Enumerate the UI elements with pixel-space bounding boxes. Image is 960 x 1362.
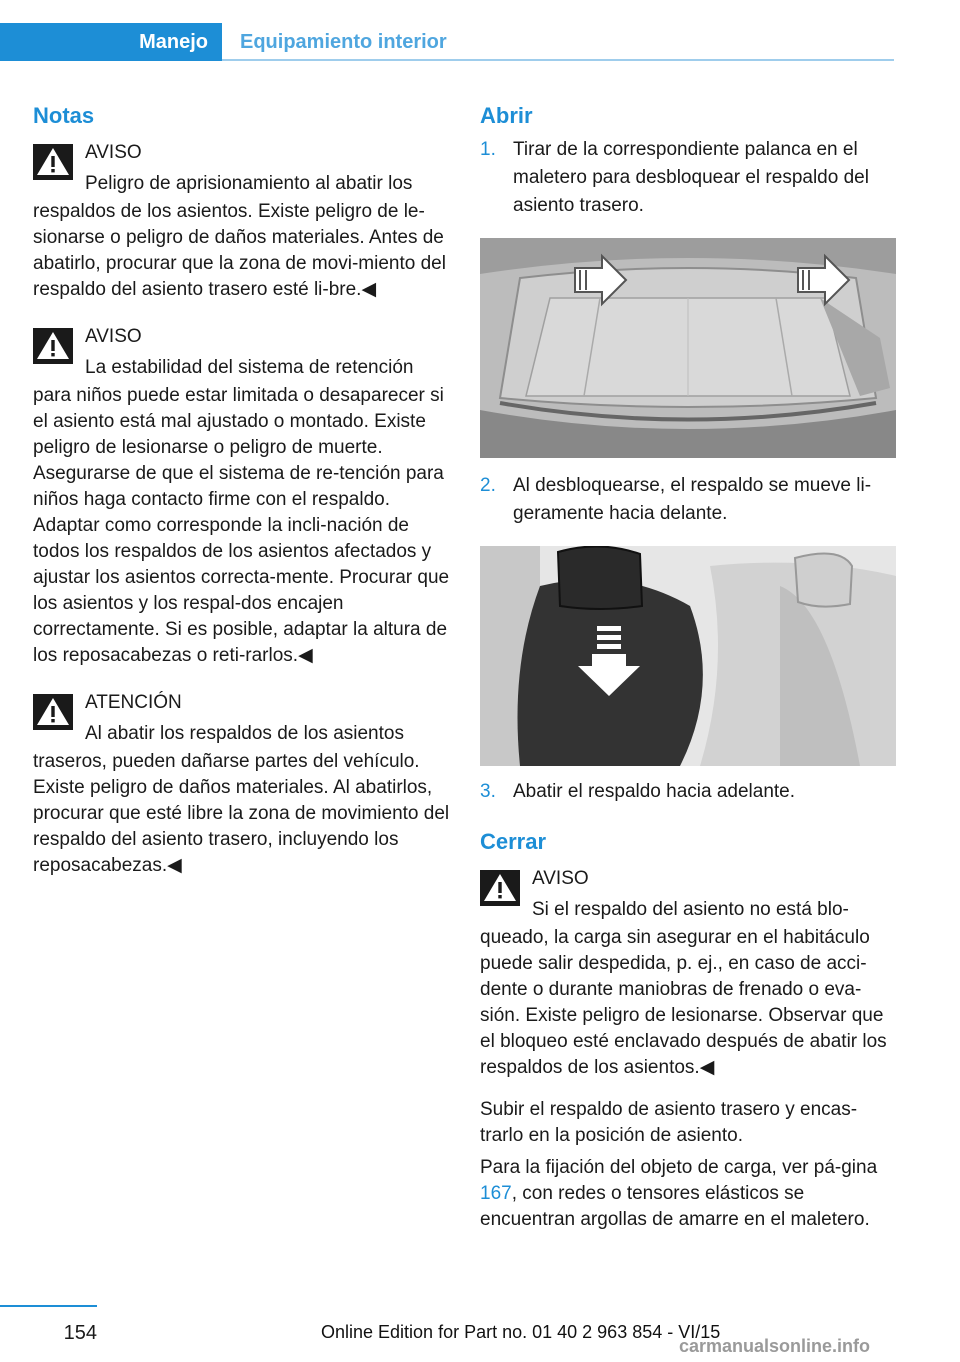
step-text: Tirar de la correspondiente palanca en el maletero para desbloquear el respaldo del asiento trasero. — [513, 139, 869, 216]
watermark: carmanualsonline.info — [679, 1336, 871, 1356]
step-item — [480, 778, 896, 806]
warning-triangle-icon — [480, 870, 520, 906]
warning-title: ATENCIÓN — [85, 692, 182, 713]
section-heading-notas: Notas — [33, 103, 95, 128]
trunk-release-figure — [480, 238, 896, 458]
section-heading-cerrar: Cerrar — [480, 829, 547, 854]
section-heading-abrir: Abrir — [480, 103, 533, 128]
warning-text: traseros, pueden dañarse partes del vehículo. Existe peligro de daños materiales. Al abatirlos, procurar que esté libre la zona de movimiento del respaldo del asiento trasero, incluyendo los reposacabezas.◀ — [33, 751, 450, 876]
warning-text: queado, la carga sin asegurar en el habitáculo puede salir despedida, p. ej., en caso de acci-dente o durante maniobras de frenado o eva-sión. Existe peligro de lesionarse. Observar que el bloqueo esté enclavado después de abatir los respaldos de los asientos.◀ — [480, 927, 887, 1078]
right-column — [480, 100, 896, 1233]
warning-triangle-icon — [33, 144, 73, 180]
warning-lead: Al abatir los respaldos de los asientos — [85, 723, 404, 744]
warning-text: respaldos de los asientos. Existe peligro de le-sionarse o peligro de daños materiales. Antes de abatirlo, procurar que la zona de movi-miento del respaldo del asiento trasero esté li-bre.◀ — [33, 201, 446, 300]
warning-lead: Peligro de aprisionamiento al abatir los — [85, 173, 413, 194]
header-divider — [222, 59, 894, 61]
paragraph-subir-respaldo: Subir el respaldo de asiento trasero y encas-trarlo en la posición de asiento. — [480, 1099, 858, 1146]
warning-lead: La estabilidad del sistema de retención — [85, 357, 414, 378]
footer-rule — [0, 1305, 97, 1307]
tab-equipamiento-interior[interactable]: Equipamiento interior — [240, 31, 447, 53]
page-number: 154 — [63, 1322, 97, 1344]
paragraph-text: , con redes o tensores elásticos se encuentran argollas de amarre en el maletero. — [480, 1183, 870, 1230]
seat-illustration — [480, 546, 896, 766]
step-number: 1. — [480, 139, 496, 160]
step-number: 2. — [480, 475, 496, 496]
left-column — [33, 100, 453, 879]
paragraph-fijacion-carga — [480, 1155, 896, 1233]
step-item — [480, 136, 896, 220]
warning-text: para niños puede estar limitada o desaparecer si el asiento está mal ajustado o montado. Existe peligro de lesionarse o peligro de muerte. Asegurarse de que el sistema de re-tención para niños haga contacto firme con el respaldo. Adaptar como corresponde la incli-nación de todos los respaldos de los asientos afectados y ajustar los asientos correcta-mente. Procurar que los asientos y los respal-dos encajen correctamente. Si es posible, adaptar la altura de los reposacabezas o reti-rarlos.◀ — [33, 385, 450, 666]
warning-title: AVISO — [85, 326, 142, 347]
trunk-illustration — [480, 238, 896, 458]
warning-lead: Si el respaldo del asiento no está blo- — [532, 899, 849, 920]
warning-triangle-icon — [33, 328, 73, 364]
edition-info: Online Edition for Part no. 01 40 2 963 854 - VI/15 — [321, 1322, 721, 1342]
warning-block — [480, 864, 896, 1081]
steps-list — [480, 136, 896, 220]
steps-list — [480, 472, 896, 528]
steps-list — [480, 778, 896, 806]
tab-manejo[interactable]: Manejo — [0, 23, 222, 61]
step-text: Al desbloquearse, el respaldo se mueve li-geramente hacia delante. — [513, 475, 872, 524]
warning-title: AVISO — [532, 868, 589, 889]
warning-block — [33, 688, 453, 879]
warning-block — [33, 322, 453, 669]
page-header — [0, 0, 960, 62]
warning-block — [33, 138, 453, 303]
paragraph-text: Para la fijación del objeto de carga, ver pá-gina — [480, 1157, 878, 1178]
warning-title: AVISO — [85, 142, 142, 163]
step-text: Abatir el respaldo hacia adelante. — [513, 781, 796, 802]
page-link-167[interactable]: 167 — [480, 1183, 512, 1204]
seat-backrest-figure — [480, 546, 896, 766]
step-number: 3. — [480, 781, 496, 802]
step-item — [480, 472, 896, 528]
warning-triangle-icon — [33, 694, 73, 730]
